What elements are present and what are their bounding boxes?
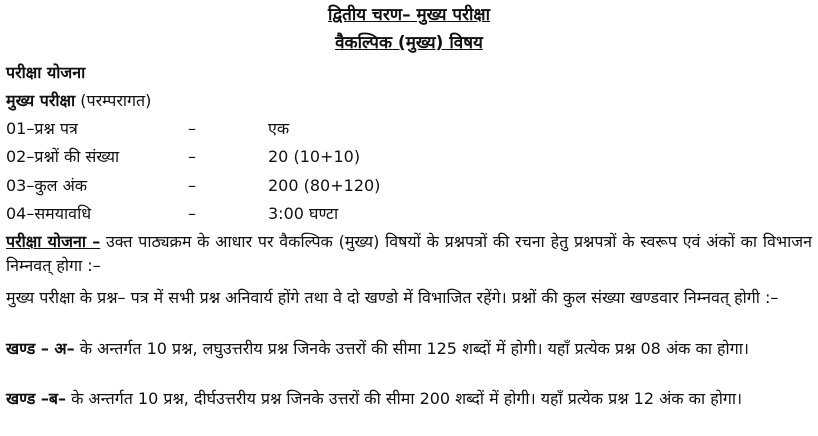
row-dash: – bbox=[188, 119, 196, 138]
row-item: 02–प्रश्नों की संख्या bbox=[6, 147, 120, 166]
questions-paragraph: मुख्य परीक्षा के प्रश्न– पत्र में सभी प्रश्न अनिवार्य होंगे तथा वे दो खण्डो में विभाजित रहेंगे। प्रश्नों की कुल संख्या खण्डवार निम्नवत् होगी :– bbox=[6, 288, 779, 307]
heading-stage: द्वितीय चरण– मुख्य परीक्षा bbox=[328, 5, 490, 25]
scheme-paragraph bbox=[6, 230, 812, 278]
row-dash: – bbox=[188, 176, 196, 195]
scheme-title: परीक्षा योजना bbox=[6, 63, 86, 82]
section-a-paragraph bbox=[6, 337, 812, 361]
row-value: 20 (10+10) bbox=[268, 147, 361, 166]
main-exam-line bbox=[6, 90, 812, 112]
row-dash: – bbox=[188, 147, 196, 166]
section-a-text: के अन्तर्गत 10 प्रश्न, लघुउत्तरीय प्रश्न जिनके उत्तरों की सीमा 125 शब्दों में होगी। यहाँ प्रत्येक प्रश्न 08 अंक का होगा। bbox=[79, 339, 749, 358]
section-b-text: के अन्तर्गत 10 प्रश्न, दीर्घउत्तरीय प्रश्न जिनके उत्तरों की सीमा 200 शब्दों में होगी। यहाँ प्रत्येक प्रश्न 12 अंक का होगा। bbox=[71, 389, 743, 408]
row-dash: – bbox=[188, 204, 196, 223]
row-value: 200 (80+120) bbox=[268, 176, 381, 195]
section-b-label: खण्ड –ब– bbox=[6, 389, 66, 408]
section-b-paragraph bbox=[6, 387, 812, 411]
row-item: 01–प्रश्न पत्र bbox=[6, 119, 78, 138]
row-item: 03–कुल अंक bbox=[6, 176, 88, 195]
row-value: एक bbox=[268, 119, 290, 138]
row-item: 04–समयावधि bbox=[6, 204, 92, 223]
heading-subject: वैकल्पिक (मुख्य) विषय bbox=[335, 33, 483, 53]
row-value: 3:00 घण्टा bbox=[268, 204, 339, 223]
section-a-label: खण्ड – अ– bbox=[6, 339, 75, 358]
scheme-paragraph-text: उक्त पाठ्यक्रम के आधार पर वैकल्पिक (मुख्य) विषयों के प्रश्नपत्रों की रचना हेतु प्रश्नपत्रों के स्वरूप एवं अंकों का विभाजन निम्नवत् होगा :– bbox=[6, 232, 813, 275]
main-exam-note: (परम्परागत) bbox=[80, 91, 152, 110]
main-exam-label: मुख्य परीक्षा bbox=[6, 91, 76, 110]
scheme-paragraph-label: परीक्षा योजना – bbox=[6, 232, 101, 251]
